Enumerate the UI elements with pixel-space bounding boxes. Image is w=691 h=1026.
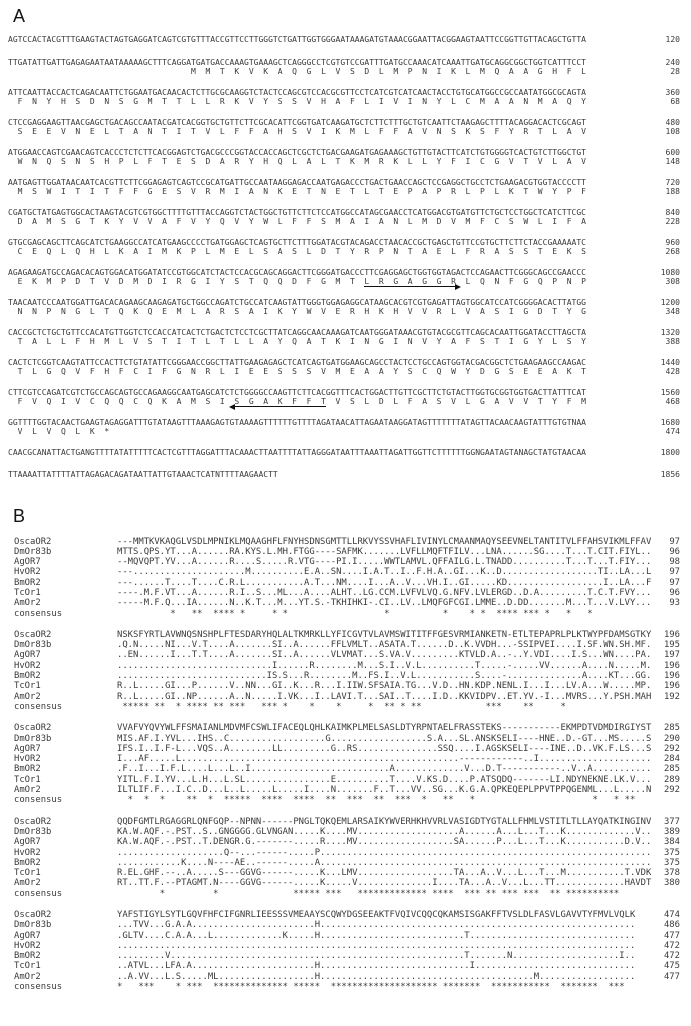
nucleotide-position-number: 720 [665,177,680,187]
alignment-row [14,754,680,764]
consensus-symbols: ***** ** * **** ** *** *** * * * * ** * ** *** ** * [117,701,566,712]
residue-position-number: 97 [669,536,680,547]
amino-acid-sequence: M S W I T I T F F G E S V R M I A N K E T N E T L T E P A P R L P L K T W Y P F [8,187,586,196]
residue-position-number: 388 [665,337,680,346]
residue-position-number: 93 [669,598,680,609]
residue-position-number: 384 [663,837,680,848]
sequence-row [8,470,680,480]
residue-position-number: 98 [669,557,680,568]
species-label: DmOr83b [14,733,52,744]
nucleotide-line [8,448,680,458]
residue-position-number: 68 [670,97,680,106]
sequence-row [8,35,680,45]
amino-acid-sequence: T A L L F H M L V S T I T L T L L A Y Q A T K I N G I N V Y A F S T I G Y L S Y [8,337,586,346]
nucleotide-line [8,418,680,428]
nucleotide-line [8,358,680,368]
consensus-row [14,889,680,899]
sequence-row [8,418,680,437]
species-label: BmOR2 [14,577,41,588]
species-label: AmOr2 [14,971,41,982]
alignment-row [14,941,680,951]
species-label: HvOR2 [14,940,41,951]
consensus-symbols: * * * ** * ***** **** **** ** *** ** *** * ** * * * ** [117,795,636,806]
aligned-sequence: YITL.F.I.YV...L.H...L.SL................E..........T....V.KS.D....P.ATSQDQ-------LI.NDYNEKNE.LK.V... [117,774,652,785]
aligned-sequence: NSKSFYRTLAVWNQSNSHPLFTESDARYHQLALTKMRKLLYFICGVTVLAVMSWITITFFGESVRMIANKETN-ETLTEPAPRLPLKTWYPFDAMSGTKY [117,629,652,640]
residue-position-number: 188 [665,187,680,196]
residue-position-number: 375 [663,857,680,868]
aligned-sequence: ..EN......I...T.T....A.......SI..A......VLVMAT...S.VA.V.........KTVLD.A..-..Y.VDI....I.S...WN....PA. [117,650,652,661]
aligned-sequence: MIS.AF.I.YVL...IHS..C..................G..................S.A...SL.ANSKSELI----HNE..D.-GT...MS.....S [117,733,652,744]
species-label: DmOr83b [14,826,52,837]
amino-acid-sequence: C E Q L Q H L K A I M K P L M E L S A S L D T Y R P N T A E L F R A S S T E K S [8,247,586,256]
panel-a-rows [0,33,691,480]
sequence-row [8,238,680,257]
panel-b-label: B [13,505,26,526]
residue-position-number: 380 [663,878,680,889]
aligned-sequence: --MQVQPT.YV...A......R....S.....R.VTG----PI.I.....WWTLAMVL.QFFAILG.L.TNADD..........T...T...T.FIY... [117,557,652,568]
aligned-sequence: ............................IS.S...R........M..FS.I..V.L...........S....-..............A....KT...GG. [117,671,652,682]
alignment-row [14,972,680,982]
nucleotide-sequence: CGATGCTATGAGTGGCACTAAGTACGTCGTGGCTTTTGTTTACCAGGTCTACTGGCTGTTCTTCTCCATGGCCATAGCGAACCTCATGGACGTGATGTTCTGCTCCTGGCTCATCTTCGC [8,207,586,217]
nucleotide-line [8,148,680,158]
amino-acid-line [8,307,680,317]
alignment-row [14,734,680,744]
aligned-sequence: ...TVV...G.A.A.......................H........................................................... [117,920,636,931]
species-label: HvOR2 [14,847,41,858]
nucleotide-line [8,35,680,45]
nucleotide-sequence: ATGGAACCAGTCGAACAGTCACCCTCTCTTCACGGAGTCTGACGCCCGGTACCACCAGCTCGCTCTGACGAAGATGAGAAAGCTGTTGTACTTCATCTGTGGGGTCACTGTCTTGGCTGT [8,147,586,157]
consensus-label: consensus [14,701,63,712]
alignment-row [14,557,680,567]
alignment-row [14,744,680,754]
amino-acid-sequence: E K M P D T V D M D I R G I Y S T Q Q D F G M T L R G A G G R L Q N F G Q P N P [8,277,586,286]
species-label: TcOr1 [14,774,41,785]
nucleotide-line [8,178,680,188]
aligned-sequence: ---......T....T....C.R.L...........A.T...NM....I...A..V...VH.I..GI.....KD..................I..LA...F [117,577,652,588]
nucleotide-sequence: GGTTTTGGTACAACTGAAGTAGAGGATTTGTATAAGTTTAAAGAGTGTAAAAGTTTTTTGTTTTAGATAACATTAGAATAAGGATAGTTTTTTTATAGTTACAACAAGTATTTGTGTNAA [8,417,586,427]
aligned-sequence: ILTLIF.F...I.C..D...L..L.....L.....I....N.......F..T...VV..SG...K.G.A.QPKEQEPLPPVTPPQGENML...L.....N [117,785,652,796]
nucleotide-line [8,58,680,68]
alignment-row [14,671,680,681]
nucleotide-sequence: CTTCGTCCAGATCGTCTGCCAGCAGTGCCAGAAGGCAATGAGCATCTCTGGGGCCAAGTTCTTCACGGTTTCACTGGACTTGTTCGCTTCTGTACTTGGTGCGGTGGTGACTTATTTCAT [8,387,586,397]
sequence-row [8,88,680,107]
alignment-row [14,547,680,557]
sequence-row [8,118,680,137]
reverse-primer-arrow-annotation: S G A K F F T [234,397,326,406]
nucleotide-line [8,298,680,308]
species-label: HvOR2 [14,567,41,578]
residue-position-number: 474 [665,427,680,436]
alignment-row [14,681,680,691]
nucleotide-position-number: 1856 [660,470,680,479]
amino-acid-sequence: D A M S G T K Y V V A F V Y Q V Y W L F F S M A I A N L M D V M F C S W L I F A [8,217,586,226]
nucleotide-sequence: TTGATATTGATTGAGAGAATAATAAAAAGCTTTCAGGATGATGACCAAAGTGAAAGCTCAGGGCCTCGTGTCCGATTTGATGCCAAACATCAAATTGATGCAGGCGGCTGGTCATTTCCT [8,57,586,67]
consensus-row [14,609,680,619]
species-label: BmOR2 [14,951,41,962]
aligned-sequence: ---.....................M..........E.A..SN....I.A.T..I..F.H.A..GI...K..D..................TI..LA...L [117,567,652,578]
aligned-sequence: RT..TT.F.--PTAGMT.N----GGVG------.....K.....V..............I....TA...A..V...L...TT.............HAVDT [117,878,652,889]
species-label: OscaOR2 [14,536,52,547]
consensus-label: consensus [14,888,63,899]
alignment-row [14,764,680,774]
residue-position-number: 486 [663,920,680,931]
aligned-sequence: .GLTV....C.A.A...L.............K.....H...........................T............................... [117,930,636,941]
alignment-row [14,661,680,671]
residue-position-number: 28 [670,67,680,76]
nucleotide-sequence: ATTCAATTACCACTCAGACAATTCTGGAATGACAACACTCTTGCGCAAGGTCTACTCCAGCGTCCACGCGTTCCTCATCGTCATCAACTACCTGTGCATGGCCGCCAATATGGCGCAGTA [8,87,586,97]
residue-position-number: 290 [663,733,680,744]
panel-b [0,506,691,993]
residue-position-number: 289 [663,774,680,785]
alignment-row [14,920,680,930]
residue-position-number: 474 [663,910,680,920]
sequence-row [8,328,680,347]
residue-position-number: 96 [669,587,680,598]
aligned-sequence: ---MMTKVKAQGLVSDLMPNIKLMQAAGHFLFNYHSDNSGMTTLLRKVYSSVHAFLIVINYLCMAANMAQYSEEVNELTANTITVLFFAHSVIKMLFFAV [117,536,652,547]
nucleotide-sequence: AGAGAAGATGCCAGACACAGTGGACATGGATATCCGTGGCATCTACTCCACGCAGCAGGACTTCGGGATGACCCTTCGAGGAGCTGGTGGTAGACTCCAGAACTTCGGGCAGCCGAACCC [8,267,586,277]
residue-position-number: 472 [663,951,680,962]
amino-acid-line [8,277,680,287]
residue-position-number: 468 [665,397,680,406]
species-label: AmOr2 [14,878,41,889]
aligned-sequence: .Q.N.....NI...V.T....A.......SI..A......FFLVMLT..ASATA.T......D..K.VVDH...-SSIPVEI....I.SF.WN.SH.MF. [117,640,652,651]
alignment-block [14,537,680,619]
alignment-row [14,598,680,608]
species-label: AgOR7 [14,557,41,568]
species-label: BmOR2 [14,857,41,868]
alignment-row [14,775,680,785]
residue-position-number: 197 [663,650,680,661]
panel-a-label: A [13,6,26,26]
nucleotide-position-number: 120 [665,35,680,44]
amino-acid-line [8,127,680,137]
residue-position-number: 477 [663,971,680,982]
alignment-row [14,951,680,961]
consensus-label: consensus [14,795,63,806]
alignment-row [14,848,680,858]
alignment-block [14,910,680,992]
sequence-row [8,448,680,458]
residue-position-number: 196 [663,681,680,692]
alignment-row [14,640,680,650]
nucleotide-sequence: CTCCGAGGAAGTTAACGAGCTGACAGCCAATACGATCACGGTGCTGTTCTTCGCACATTCGGTGATCAAGATGCTCTTCTTTGCTGTCAATTCTAAGAGCTTTTACAGGACACTCGCAGT [8,117,586,127]
sequence-row [8,178,680,197]
amino-acid-sequence: T L G Q V F H F C I F G N R L I E E S S S V M E A A Y S C Q W Y D G S E E A K T [8,367,586,376]
aligned-sequence: ............K....N----AE..------.....A.............................................................. [117,857,652,868]
nucleotide-position-number: 600 [665,147,680,157]
residue-position-number: 308 [665,277,680,286]
residue-position-number: 348 [665,307,680,316]
species-label: AgOR7 [14,837,41,848]
amino-acid-sequence: M M T K V K A Q G L V S D L M P N I K L M Q A A G H F L [8,67,586,76]
nucleotide-sequence: CAACGCANATTACTGANGTTTTATATTTTTCACTCGTTTAGGATTTACAAACTTAATTTTATTAGGGATAATTTAAATTAGATTGGTTCTTTTTTGGNGAATAGTANAGCTATGTAACAA [8,447,586,457]
consensus-symbols: * *** * *** ************** ***** ******************** ******* *********** ******* *** [117,982,625,993]
aligned-sequence: .........V.......................................................T.......N....................I.. [117,951,636,962]
amino-acid-line [8,367,680,377]
amino-acid-sequence: N N P N G L T Q K Q E M L A R S A I K Y W V E R H K H V V R L V A S I G D T Y G [8,307,586,316]
alignment-row [14,537,680,547]
alignment-block [14,630,680,712]
species-label: HvOR2 [14,754,41,765]
residue-position-number: 97 [669,567,680,578]
amino-acid-sequence: S E E V N E L T A N T I T V L F F A H S V I K M L F F A V N S K S F Y R T L A V [8,127,586,136]
species-label: OscaOR2 [14,723,52,734]
nucleotide-sequence: TAACAATCCCAATGGATTGACACAGAAGCAAGAGATGCTGGCCAGATCTGCCATCAAGTATTGGGTGGAGAGGCATAAGCACGTCGTGAGATTAGTGGCATCCATCGGGGACACTTATGG [8,297,586,307]
residue-position-number: 378 [663,868,680,879]
sequence-row [8,388,680,407]
species-label: AgOR7 [14,650,41,661]
amino-acid-sequence: F N Y H S D N S G M T T L L R K V Y S S V H A F L I V I N Y L C M A A N M A Q Y [8,97,586,106]
consensus-label: consensus [14,982,63,993]
nucleotide-line [8,470,680,480]
species-label: TcOr1 [14,681,41,692]
aligned-sequence: KA.W.AQF.-.PST..S..GNGGGG.GLVNGAN.....K....MV...................A......A...L...T...K.............V.. [117,826,652,837]
alignment-row [14,578,680,588]
residue-position-number: 377 [663,816,680,827]
alignment-row [14,567,680,577]
aligned-sequence: -----M.F.Q...IA......N..K.T...M...YT.S.-TKHIHKI-.CI..LV..LMQFGFCGI.LMME..D.DD.......M...T...V.LVY... [117,598,652,609]
amino-acid-line [8,187,680,197]
species-label: OscaOR2 [14,816,52,827]
residue-position-number: 292 [663,743,680,754]
aligned-sequence: I...AF.....L....................................................------------..I..................... [117,754,652,765]
residue-position-number: 472 [663,940,680,951]
consensus-label: consensus [14,608,63,619]
nucleotide-position-number: 240 [665,57,680,67]
species-label: AmOr2 [14,598,41,609]
residue-position-number: 477 [663,930,680,941]
residue-position-number: 97 [669,577,680,588]
nucleotide-line [8,88,680,98]
species-label: AmOr2 [14,785,41,796]
alignment-row [14,650,680,660]
nucleotide-position-number: 1680 [660,417,680,427]
nucleotide-position-number: 840 [665,207,680,217]
species-label: HvOR2 [14,660,41,671]
residue-position-number: 428 [665,367,680,376]
nucleotide-sequence: AATGAGTTGGATAACAATCACGTTCTTCGGAGAGTCAGTCCGCATGATTGCCAATAAGGAGACCAATGAGACCCTGACTGAACCAGCTCCGAGGCTGCCTCTGAAGACGTGGTACCCCTT [8,177,586,187]
nucleotide-line [8,238,680,248]
alignment-row [14,630,680,640]
panel-a [0,6,691,480]
amino-acid-sequence: F V Q I V C Q Q C Q K A M S I S G A K F F T V S L D L F A S V L G A V V T Y F M [8,397,586,406]
aligned-sequence: R..L.....GI...P......V..NN...GI..K...R...I.IIW.SFSAIA.TG...V.D..HN.KDP.NENL.I...I...LV.A...W.....MP. [117,681,652,692]
sequence-row [8,298,680,317]
aligned-sequence: MTTS.QPS.YT...A......RA.KYS.L.MH.FTGG----SAFMK.......LVFLLMQFTFILV...LNA......SG....T...T.CIT.FIYL.. [117,546,652,557]
species-label: AgOR7 [14,930,41,941]
nucleotide-position-number: 360 [665,87,680,97]
amino-acid-line [8,397,680,407]
alignment-row [14,858,680,868]
residue-position-number: 196 [663,629,680,640]
residue-position-number: 96 [669,546,680,557]
panel-b-blocks [0,533,691,993]
amino-acid-line [8,97,680,107]
alignment-row [14,723,680,733]
nucleotide-position-number: 960 [665,237,680,247]
nucleotide-position-number: 1800 [660,447,680,457]
nucleotide-position-number: 1200 [660,297,680,307]
sequence-row [8,58,680,77]
residue-position-number: 148 [665,157,680,166]
sequence-row [8,268,680,287]
nucleotide-position-number: 1440 [660,357,680,367]
aligned-sequence: ----.M.F.VT...A......R.I..S...ML...A....ALHT..LG.CCM.LVFVLVQ.G.NFV.LVLERGD..D.A.........T.C.T.FVY... [117,587,652,598]
nucleotide-sequence: GTGCGAGCAGCTTCAGCATCTGAAGGCCATCATGAAGCCCCTGATGGAGCTCAGTGCTTCTTTGGATACGTACAGACCTAACACCGCTGAGCTGTTCCGTGCTTCTTCTACCGAAAAATC [8,237,586,247]
residue-position-number: 285 [663,764,680,775]
nucleotide-sequence: CACCGCTCTGCTGTTCCACATGTTGGTCTCCACCATCACTCTGACTCTCCTCGCTTATCAGGCAACAAAGATCAATGGGATAAACGTGTACGCGTTCAGCACAATTGGATACCTTAGCTA [8,327,586,337]
sequence-row [8,148,680,167]
alignment-row [14,961,680,971]
sequence-row [8,358,680,377]
amino-acid-line [8,217,680,227]
alignment-row [14,837,680,847]
amino-acid-sequence: V L V Q L K * [8,427,110,436]
aligned-sequence: .............................I......R........M...S.I..V.L..........T.....-.....VV......A....N.....M. [117,660,652,671]
nucleotide-line [8,208,680,218]
amino-acid-line [8,337,680,347]
nucleotide-position-number: 1320 [660,327,680,337]
consensus-row [14,982,680,992]
nucleotide-sequence: CACTCTCGGTCAAGTATTCCACTTCTGTATATTCGGGAACCGGCTTATTGAAGAGAGCTCATCAGTGATGGAAGCAGCCTACTCCTGCCAGTGGTACGACGGCTCTGAAGAAGCCAAGAC [8,357,586,367]
alignment-row [14,910,680,920]
nucleotide-line [8,388,680,398]
nucleotide-position-number: 480 [665,117,680,127]
residue-position-number: 284 [663,754,680,765]
amino-acid-sequence: W N Q S N S H P L F T E S D A R Y H Q L A L T K M R K L L Y F I C G V T V L A V [8,157,586,166]
nucleotide-position-number: 1560 [660,387,680,397]
residue-position-number: 268 [665,247,680,256]
residue-position-number: 108 [665,127,680,136]
aligned-sequence: ....................Q--...------.....P.............................................................. [117,847,652,858]
nucleotide-line [8,328,680,338]
forward-primer-arrow-annotation: L R G A G G R [364,277,456,286]
residue-position-number: 292 [663,785,680,796]
aligned-sequence: VVAFVYQVYWLFFSMAIANLMDVMFCSWLIFACEQLQHLKAIMKPLMELSASLDTYRPNTAELFRASSTEKS-----------EKMPDTVDMDIRGIYST [117,723,652,734]
residue-position-number: 475 [663,961,680,972]
alignment-row [14,588,680,598]
alignment-row [14,817,680,827]
alignment-row [14,868,680,878]
aligned-sequence: KA.W.AQF.-.PST..T.DENGR.G.-------.....R....MV..................SA......P...L...T...K...........D.V.. [117,837,652,848]
consensus-row [14,795,680,805]
residue-position-number: 195 [663,640,680,651]
nucleotide-sequence: AGTCCACTACGTTTGAAGTACTAGTGAGGATCAGTCGTGTTTACCGTTCCTTGGGTCTGATTGGTGGGAATAAAGATGTAAACGGAATTACGGAAGTAATTCCGGTTGTTACAGCTGTTA [8,35,586,44]
residue-position-number: 285 [663,723,680,734]
species-label: TcOr1 [14,961,41,972]
aligned-sequence: ..ATVL...LFA.A.......................H............................I.............................. [117,961,636,972]
consensus-row [14,702,680,712]
species-label: AmOr2 [14,691,41,702]
alignment-row [14,785,680,795]
aligned-sequence: IFS.I..I.F-L...VQS..A........LL.........G..RS...............SSQ....I.AGSKSELI----INE..D..VK.F.LS...S [117,743,652,754]
alignment-row [14,878,680,888]
alignment-block [14,723,680,805]
species-label: DmOr83b [14,546,52,557]
amino-acid-line [8,427,680,437]
species-label: OscaOR2 [14,629,52,640]
species-label: BmOR2 [14,671,41,682]
species-label: TcOr1 [14,587,41,598]
aligned-sequence: YAFSTIGYLSYTLGQVFHFCIFGNRLIEESSSVMEAAYSCQWYDGSEEAKTFVQIVCQQCQKAMSISGAKFFTVSLDLFASVLGAVVTYFMVLVQLK [117,910,636,920]
aligned-sequence: .F..I...I.F.L....L...L..I..........................A.............V...D.T-----------..V..A........... [117,764,652,775]
species-label: OscaOR2 [14,910,52,920]
nucleotide-line [8,118,680,128]
species-label: DmOr83b [14,640,52,651]
alignment-row [14,931,680,941]
amino-acid-line [8,247,680,257]
aligned-sequence: ................................................................................................. [117,940,636,951]
aligned-sequence: R..L.....GI..NP......A..N.....I.VK...I..LAVI.T...SAI..T....I.D..KKVIDPV..ET.YV.-I...MVRS...Y.PSH.MAH [117,691,652,702]
residue-position-number: 192 [663,691,680,702]
residue-position-number: 389 [663,826,680,837]
species-label: TcOr1 [14,868,41,879]
species-label: AgOR7 [14,743,41,754]
residue-position-number: 196 [663,660,680,671]
consensus-symbols: * ** **** * * * * * * * **** *** * * * [117,608,593,619]
residue-position-number: 196 [663,671,680,682]
amino-acid-line [8,157,680,167]
nucleotide-line [8,268,680,278]
amino-acid-line [8,67,680,77]
alignment-block [14,817,680,899]
alignment-row [14,692,680,702]
sequence-row [8,208,680,227]
nucleotide-position-number: 1080 [660,267,680,277]
species-label: BmOR2 [14,764,41,775]
aligned-sequence: QQDFGMTLRGAGGRLQNFGQP--NPNN------PNGLTQKQEMLARSAIKYWVERHKHVVRLVASIGDTYGTALLFHMLVSTITLTLLAYQATKINGINV [117,816,652,827]
aligned-sequence: R.EL.GHF.--..A.....S---GGVG------.....K...LMV..................TA...A..V...L...T...M...........T.VDK [117,868,652,879]
residue-position-number: 228 [665,217,680,226]
species-label: DmOr83b [14,920,52,931]
consensus-symbols: * * ***** *** ************* **** *** ** *** *** ** ********** [117,888,620,899]
residue-position-number: 375 [663,847,680,858]
alignment-row [14,827,680,837]
nucleotide-sequence: TTAAAATTATTTTATTAGAGACAGATAATTATTGTAAACTCATNTTTTAAGAACTT [8,470,278,479]
aligned-sequence: ..A.VV...L.S.....ML..................H........................................M.................. [117,971,636,982]
